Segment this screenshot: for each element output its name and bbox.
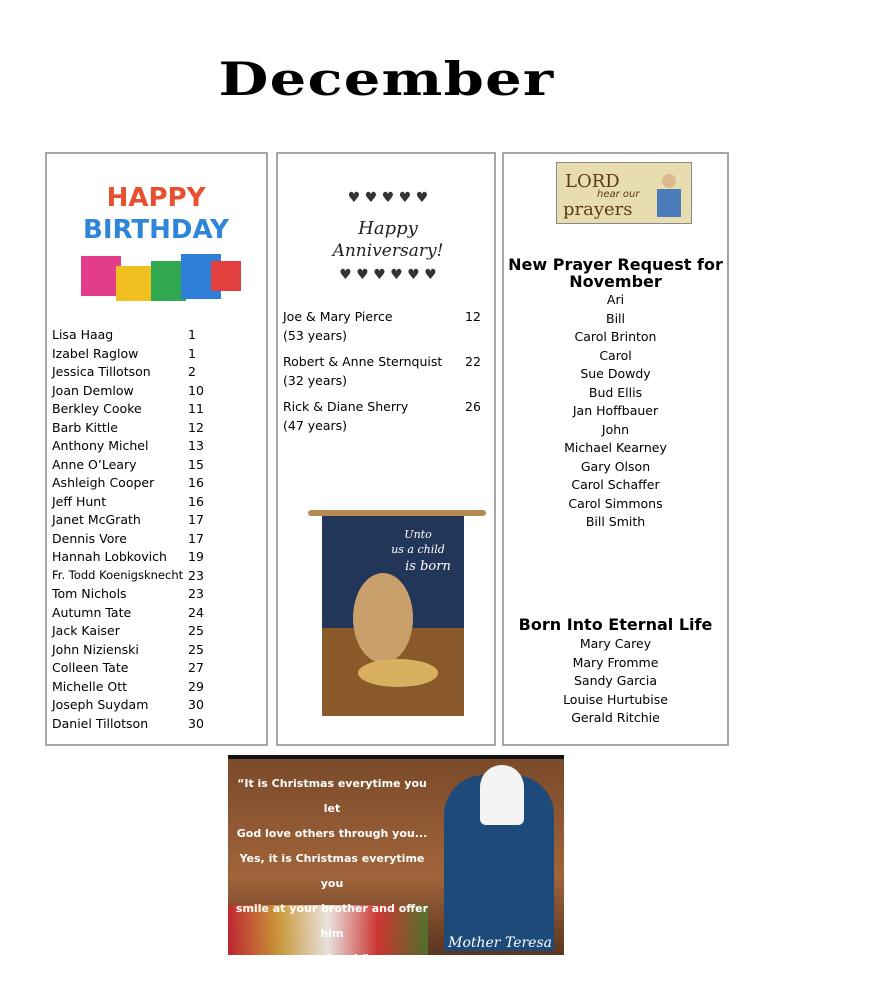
anniversary-years: (32 years) [283,373,348,388]
birthday-day: 10 [188,382,204,398]
eternal-life-name: Gerald Ritchie [571,710,660,725]
birthday-name: Jack Kaiser [52,623,120,638]
anniversary-years: (47 years) [283,418,348,433]
birthday-day: 27 [188,660,204,675]
lord-hear-our-prayers-logo [556,162,692,224]
birthday-day: 1 [188,327,196,342]
anniversary-years: (53 years) [283,328,348,343]
birthday-name: Michelle Ott [52,678,127,694]
birthday-day: 13 [188,438,204,453]
prayers-panel [502,152,729,746]
birthday-name: Colleen Tate [52,660,129,675]
prayer-name: Michael Kearney [564,440,667,455]
anniversary-names: Joe & Mary Pierce [283,309,393,324]
birthday-name: Tom Nichols [52,586,127,601]
quote-line: Yes, it is Christmas everytime you [239,852,425,890]
birthday-name: Daniel Tillotson [52,715,149,731]
birthday-day: 2 [188,364,196,379]
anniversary-day: 26 [465,399,481,414]
prayer-name: Carol Brinton [574,329,657,344]
birthday-day: 30 [188,715,204,731]
birthday-day: 17 [188,512,204,527]
birthday-name: Barb Kittle [52,419,118,435]
prayer-name: Ari [606,292,625,307]
birthday-day: 25 [188,641,204,657]
prayer-name: Sue Dowdy [580,366,651,381]
quote-line: smile at your brother and offer him [235,902,429,940]
birthday-day: 30 [188,697,204,712]
eternal-life-name: Mary Carey [579,636,652,651]
birthday-name: Joan Demlow [52,382,134,398]
birthday-name: Jessica Tillotson [52,364,151,379]
birthday-day: 11 [188,401,204,416]
birthday-day: 25 [188,623,204,638]
svg-text:hear our: hear our [597,189,640,200]
birthday-name: Anne O’Leary [52,456,137,472]
birthday-day: 23 [188,586,204,601]
svg-text:♥ ♥ ♥ ♥ ♥ ♥: ♥ ♥ ♥ ♥ ♥ ♥ [339,267,437,283]
anniversary-day: 12 [465,309,481,324]
quote-line: “It is Christmas everytime you let [237,777,427,815]
prayer-name: Carol [599,347,632,363]
birthday-name: Janet McGrath [52,512,141,527]
svg-text:Unto: Unto [404,528,432,541]
mother-teresa-quote-image [228,755,564,965]
svg-text:prayers: prayers [563,199,633,220]
svg-text:HAPPY: HAPPY [106,183,206,213]
svg-text:♥ ♥ ♥ ♥ ♥: ♥ ♥ ♥ ♥ ♥ [347,190,429,206]
prayer-name: Jan Hoffbauer [572,403,659,418]
anniversaries-panel [276,152,496,746]
birthday-name: Anthony Michel [52,438,149,453]
svg-text:us a child: us a child [391,543,445,556]
birthday-name: Jeff Hunt [52,493,107,509]
quote-line: God love others through you... [236,827,428,840]
svg-text:Anniversary!: Anniversary! [332,241,444,261]
birthday-day: 16 [188,475,204,490]
eternal-life-name: Louise Hurtubise [563,691,668,707]
birthday-name: Lisa Haag [52,327,114,342]
birthday-name: Autumn Tate [52,604,132,620]
birthday-name: Fr. Todd Koenigsknecht [52,567,184,582]
anniversary-names: Robert & Anne Sternquist [283,354,443,369]
birthday-day: 24 [188,604,204,620]
prayer-name: Bill [606,310,625,326]
birthday-banner-image [61,166,251,306]
page-title: December [218,52,555,106]
birthdays-panel [45,152,268,746]
birthday-name: Izabel Raglow [52,345,139,361]
eternal-life-name: Sandy Garcia [573,673,658,688]
birthday-day: 29 [188,678,204,694]
quote-author: Mother Teresa [448,935,552,951]
svg-text:is born: is born [405,559,451,574]
birthday-day: 15 [188,456,204,472]
svg-text:LORD: LORD [565,171,620,192]
nativity-flag-image [308,508,486,716]
prayer-request-heading: New Prayer Request for November [508,255,723,291]
birthday-name: John Nizienski [52,641,139,657]
birthday-day: 23 [188,567,204,583]
anniversary-day: 22 [465,354,481,369]
prayer-name: John [601,421,630,437]
anniversary-banner-image [318,184,458,284]
prayer-name: Bud Ellis [588,384,643,400]
prayer-name: Carol Schaffer [571,477,660,492]
birthday-name: Dennis Vore [52,530,127,546]
birthday-day: 12 [188,419,204,435]
birthday-name: Ashleigh Cooper [52,475,155,490]
svg-text:Happy: Happy [358,218,418,239]
eternal-life-heading: Born Into Eternal Life [518,615,713,634]
birthday-name: Joseph Suydam [52,697,149,712]
birthday-day: 17 [188,530,204,546]
prayer-name: Carol Simmons [568,495,663,511]
anniversary-names: Rick & Diane Sherry [283,399,409,414]
birthday-day: 16 [188,493,204,509]
birthday-name: Berkley Cooke [52,401,142,416]
prayer-name: Gary Olson [580,458,651,474]
birthday-name: Hannah Lobkovich [52,549,167,564]
svg-text:BIRTHDAY: BIRTHDAY [83,215,229,245]
prayer-name: Bill Smith [585,514,646,529]
eternal-life-name: Mary Fromme [572,654,659,670]
birthday-day: 1 [188,345,196,361]
birthday-day: 19 [188,549,204,564]
quote-line: your hand.” [294,952,370,965]
